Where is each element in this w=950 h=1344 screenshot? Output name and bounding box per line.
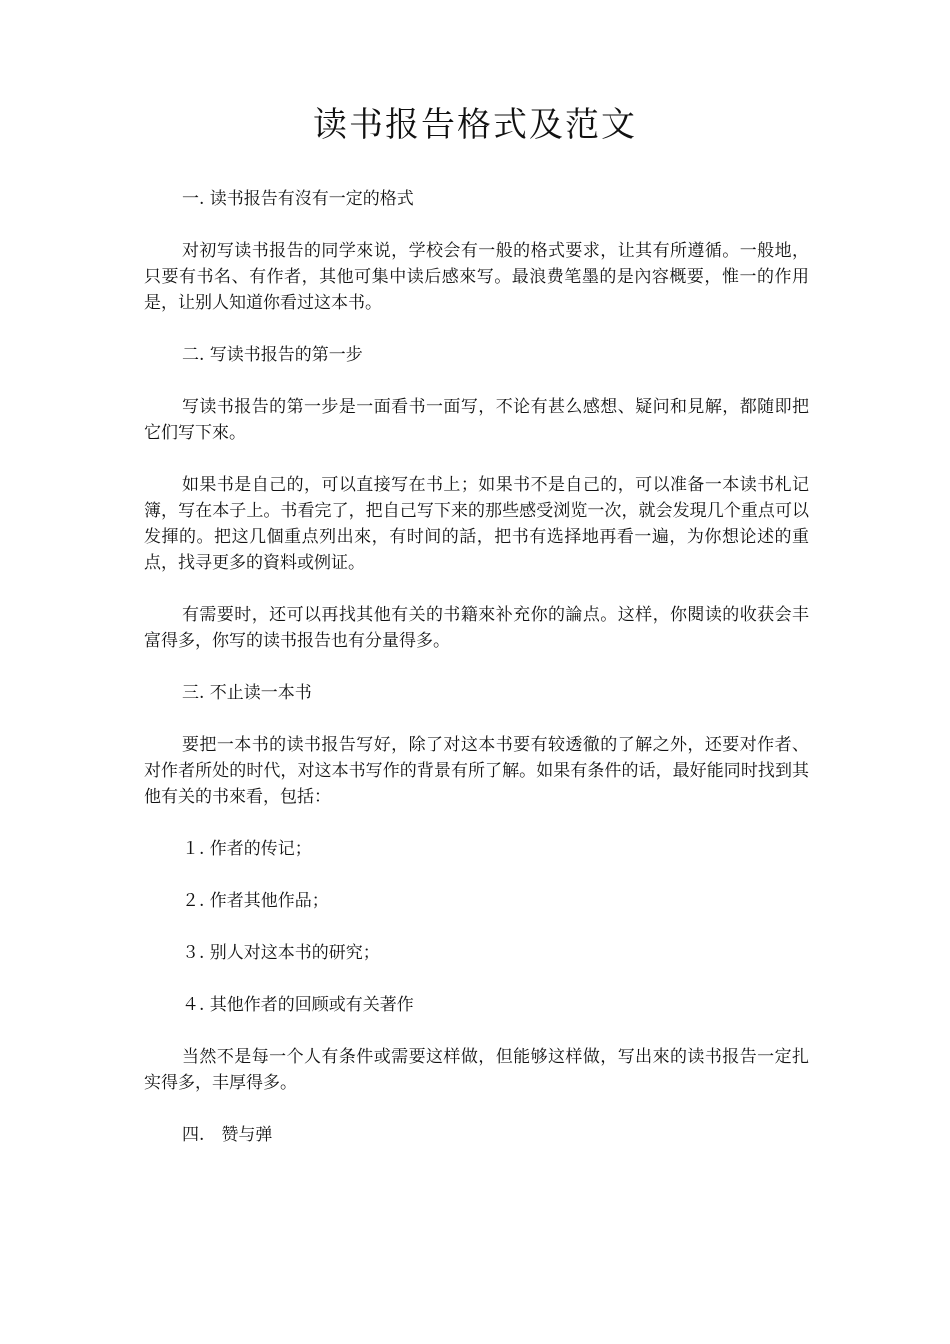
paragraph: 当然不是每一个人有条件或需要这样做，但能够这样做，写出來的读书报告一定扎实得多，丰厚得多。 [144,1047,809,1093]
list-item: ４. 其他作者的回顾或有关著作 [182,995,414,1015]
list-item: ３. 别人对这本书的研究； [182,943,380,963]
section-heading-4: 四. 赞与弹 [182,1125,273,1145]
document-body [144,186,809,1174]
paragraph: 对初写读书报告的同学來说，学校会有一般的格式要求，让其有所遵循。一般地，只要有书名、有作者，其他可集中读后感來写。最浪费笔墨的是內容概要，惟一的作用是，让别人知道你看过这本书。 [144,241,809,313]
section-heading-2: 二. 写读书报告的第一步 [182,345,363,365]
paragraph: 写读书报告的第一步是一面看书一面写，不论有甚么感想、疑问和見解，都随即把它们写下來。 [144,397,809,443]
paragraph: 如果书是自己的，可以直接写在书上；如果书不是自己的，可以准备一本读书札记簿，写在本子上。书看完了，把自己写下来的那些感受浏览一次，就会发現几个重点可以发揮的。把这几個重点列出來，有时间的話，把书有选择地再看一遍，为你想论述的重点，找寻更多的資料或例证。 [144,475,809,573]
document-title: 读书报告格式及范文 [313,105,637,145]
paragraph: 要把一本书的读书报告写好，除了对这本书要有较透徹的了解之外，还要对作者、对作者所处的时代，对这本书写作的背景有所了解。如果有条件的话，最好能同时找到其他有关的书來看，包括： [144,735,809,807]
list-item: ２. 作者其他作品； [182,891,329,911]
section-heading-1: 一. 读书报告有沒有一定的格式 [182,189,414,209]
section-heading-3: 三. 不止读一本书 [182,683,312,703]
list-item: １. 作者的传记； [182,839,312,859]
paragraph: 有需要时，还可以再找其他有关的书籍來补充你的論点。这样，你閱读的收获会丰富得多，你写的读书报告也有分量得多。 [144,605,809,651]
